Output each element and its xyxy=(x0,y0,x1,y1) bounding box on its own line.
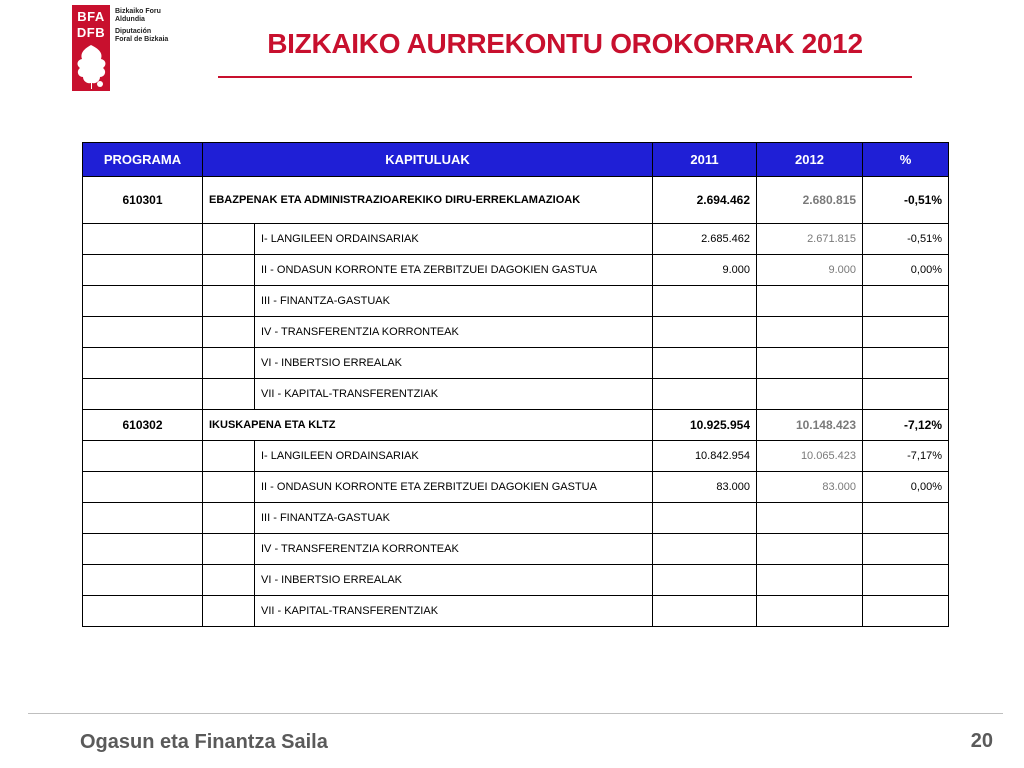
program-percent: -0,51% xyxy=(863,177,949,224)
logo-text xyxy=(115,8,168,44)
chapter-value-2012: 2.671.815 xyxy=(757,224,863,255)
header-2012: 2012 xyxy=(757,143,863,177)
page-title: BIZKAIKO AURREKONTU OROKORRAK 2012 xyxy=(267,28,863,59)
empty-cell xyxy=(203,503,255,534)
chapter-value-2012 xyxy=(757,534,863,565)
oak-leaf-icon xyxy=(74,43,108,89)
header-programa: PROGRAMA xyxy=(83,143,203,177)
empty-cell xyxy=(83,534,203,565)
chapter-percent xyxy=(863,317,949,348)
chapter-label: I- LANGILEEN ORDAINSARIAK xyxy=(255,224,653,255)
chapter-label: VII - KAPITAL-TRANSFERENTZIAK xyxy=(255,596,653,627)
chapter-row xyxy=(83,255,949,286)
program-name: EBAZPENAK ETA ADMINISTRAZIOAREKIKO DIRU-ERREKLAMAZIOAK xyxy=(203,177,653,224)
chapter-row xyxy=(83,348,949,379)
chapter-row xyxy=(83,317,949,348)
chapter-value-2012 xyxy=(757,317,863,348)
chapter-percent xyxy=(863,348,949,379)
chapter-value-2011 xyxy=(653,565,757,596)
empty-cell xyxy=(203,224,255,255)
empty-cell xyxy=(83,379,203,410)
chapter-value-2011: 2.685.462 xyxy=(653,224,757,255)
chapter-percent xyxy=(863,379,949,410)
table-header-row xyxy=(83,143,949,177)
chapter-value-2012: 9.000 xyxy=(757,255,863,286)
header-2011: 2011 xyxy=(653,143,757,177)
chapter-value-2012 xyxy=(757,596,863,627)
chapter-value-2012: 83.000 xyxy=(757,472,863,503)
chapter-row xyxy=(83,534,949,565)
chapter-label: II - ONDASUN KORRONTE ETA ZERBITZUEI DAGOKIEN GASTUA xyxy=(255,255,653,286)
program-code: 610301 xyxy=(83,177,203,224)
empty-cell xyxy=(83,565,203,596)
logo-mark xyxy=(72,5,110,91)
chapter-label: VII - KAPITAL-TRANSFERENTZIAK xyxy=(255,379,653,410)
logo-text-line: Foral de Bizkaia xyxy=(115,36,169,43)
empty-cell xyxy=(203,596,255,627)
footer-divider xyxy=(28,713,1003,714)
logo-text-line: Diputación xyxy=(115,28,152,35)
empty-cell xyxy=(83,472,203,503)
chapter-percent xyxy=(863,503,949,534)
chapter-value-2011 xyxy=(653,534,757,565)
program-percent: -7,12% xyxy=(863,410,949,441)
logo-line-2: DFB xyxy=(76,25,106,40)
budget-table xyxy=(82,142,949,627)
chapter-row xyxy=(83,441,949,472)
chapter-row xyxy=(83,286,949,317)
chapter-percent: 0,00% xyxy=(863,255,949,286)
program-value-2011: 10.925.954 xyxy=(653,410,757,441)
chapter-label: IV - TRANSFERENTZIA KORRONTEAK xyxy=(255,534,653,565)
header-percent: % xyxy=(863,143,949,177)
chapter-value-2011: 10.842.954 xyxy=(653,441,757,472)
chapter-label: IV - TRANSFERENTZIA KORRONTEAK xyxy=(255,317,653,348)
logo-text-line: Bizkaiko Foru xyxy=(115,8,161,15)
chapter-percent: -0,51% xyxy=(863,224,949,255)
chapter-row xyxy=(83,596,949,627)
empty-cell xyxy=(83,224,203,255)
chapter-value-2012 xyxy=(757,348,863,379)
chapter-value-2011: 83.000 xyxy=(653,472,757,503)
logo-line-1: BFA xyxy=(77,9,105,24)
empty-cell xyxy=(83,596,203,627)
empty-cell xyxy=(203,534,255,565)
chapter-value-2012 xyxy=(757,286,863,317)
empty-cell xyxy=(83,286,203,317)
chapter-label: III - FINANTZA-GASTUAK xyxy=(255,503,653,534)
chapter-value-2012 xyxy=(757,379,863,410)
chapter-label: III - FINANTZA-GASTUAK xyxy=(255,286,653,317)
chapter-value-2011 xyxy=(653,317,757,348)
empty-cell xyxy=(83,348,203,379)
empty-cell xyxy=(83,441,203,472)
chapter-value-2012 xyxy=(757,565,863,596)
chapter-percent xyxy=(863,286,949,317)
empty-cell xyxy=(83,503,203,534)
chapter-label: I- LANGILEEN ORDAINSARIAK xyxy=(255,441,653,472)
chapter-row xyxy=(83,503,949,534)
program-value-2011: 2.694.462 xyxy=(653,177,757,224)
program-value-2012: 2.680.815 xyxy=(757,177,863,224)
chapter-value-2011 xyxy=(653,379,757,410)
empty-cell xyxy=(203,348,255,379)
chapter-value-2011 xyxy=(653,503,757,534)
chapter-percent xyxy=(863,534,949,565)
empty-cell xyxy=(83,255,203,286)
empty-cell xyxy=(203,472,255,503)
logo-text-line: Aldundia xyxy=(115,16,145,23)
empty-cell xyxy=(203,255,255,286)
page-number: 20 xyxy=(970,730,993,752)
chapter-percent: -7,17% xyxy=(863,441,949,472)
program-row xyxy=(83,177,949,224)
empty-cell xyxy=(83,317,203,348)
chapter-value-2011: 9.000 xyxy=(653,255,757,286)
chapter-value-2011 xyxy=(653,596,757,627)
empty-cell xyxy=(203,379,255,410)
chapter-percent xyxy=(863,596,949,627)
empty-cell xyxy=(203,565,255,596)
chapter-row xyxy=(83,472,949,503)
chapter-value-2011 xyxy=(653,348,757,379)
empty-cell xyxy=(203,317,255,348)
chapter-percent: 0,00% xyxy=(863,472,949,503)
program-row xyxy=(83,410,949,441)
program-name: IKUSKAPENA ETA KLTZ xyxy=(203,410,653,441)
chapter-row xyxy=(83,224,949,255)
chapter-value-2011 xyxy=(653,286,757,317)
empty-cell xyxy=(203,441,255,472)
bfa-logo xyxy=(72,5,182,91)
chapter-row xyxy=(83,379,949,410)
chapter-value-2012 xyxy=(757,503,863,534)
chapter-percent xyxy=(863,565,949,596)
header-kapituluak: KAPITULUAK xyxy=(203,143,653,177)
chapter-label: II - ONDASUN KORRONTE ETA ZERBITZUEI DAGOKIEN GASTUA xyxy=(255,472,653,503)
chapter-row xyxy=(83,565,949,596)
chapter-label: VI - INBERTSIO ERREALAK xyxy=(255,348,653,379)
title-underline xyxy=(218,76,912,78)
empty-cell xyxy=(203,286,255,317)
program-value-2012: 10.148.423 xyxy=(757,410,863,441)
program-code: 610302 xyxy=(83,410,203,441)
chapter-value-2012: 10.065.423 xyxy=(757,441,863,472)
footer-department: Ogasun eta Finantza Saila xyxy=(80,731,328,753)
chapter-label: VI - INBERTSIO ERREALAK xyxy=(255,565,653,596)
